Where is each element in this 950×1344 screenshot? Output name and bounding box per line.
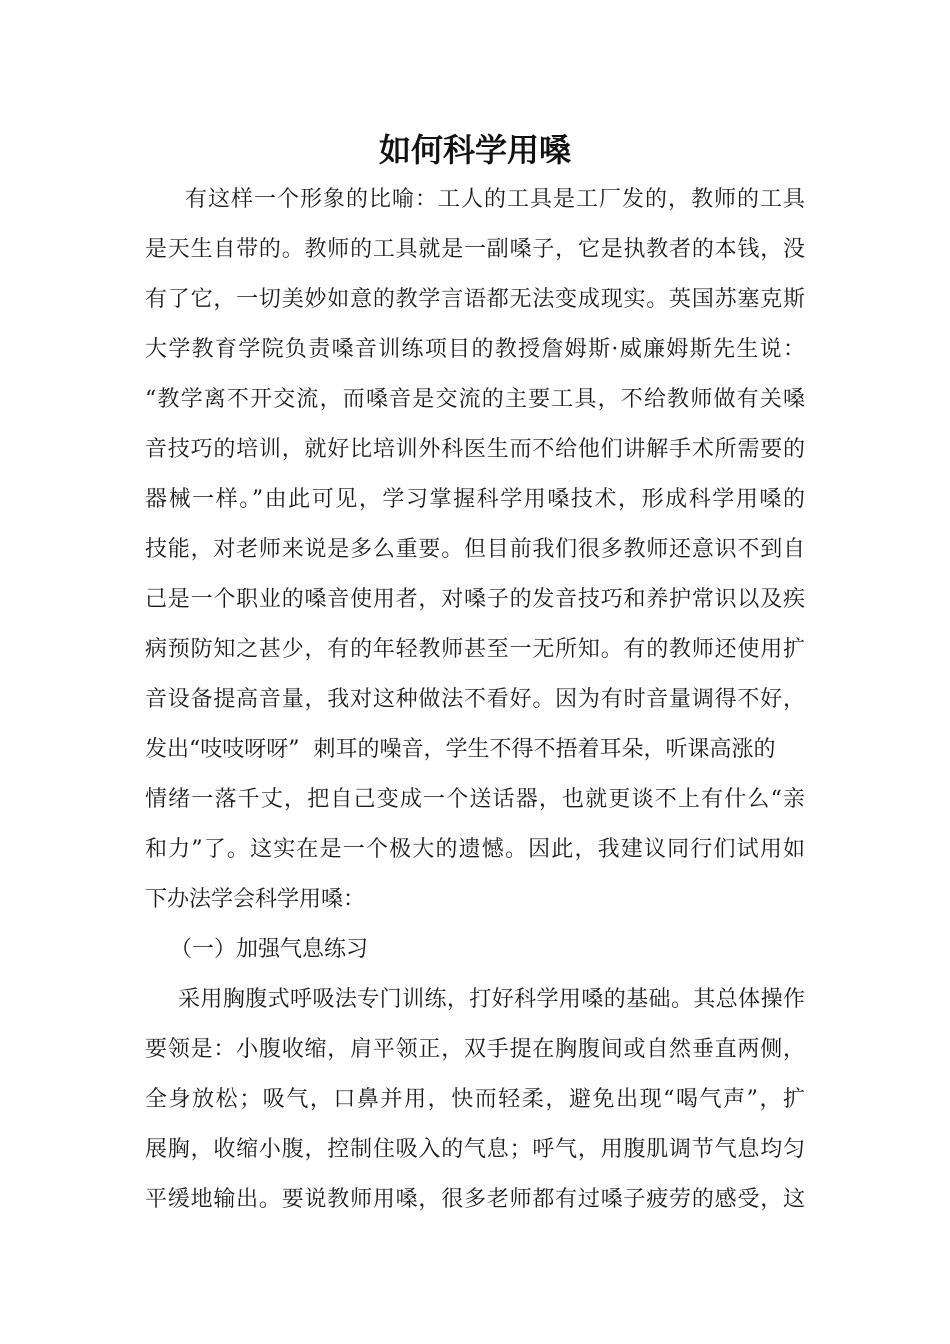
paragraph-line: 技能，对老师来说是多么重要。但目前我们很多教师还意识不到自	[145, 537, 805, 562]
paragraph-line: 要领是：小腹收缩，肩平领正，双手提在胸腹间或自然垂直两侧，	[145, 1037, 805, 1062]
paragraph-line: 器械一样。”由此可见，学习掌握科学用嗓技术，形成科学用嗓的	[145, 487, 805, 512]
paragraph-line: 音设备提高音量，我对这种做法不看好。因为有时音量调得不好，	[145, 687, 805, 712]
paragraph-line: 音技巧的培训，就好比培训外科医生而不给他们讲解手术所需要的	[145, 437, 805, 462]
section-heading: （一）加强气息练习	[170, 937, 369, 962]
paragraph-line: “教学离不开交流，而嗓音是交流的主要工具，不给教师做有关嗓	[145, 387, 805, 412]
paragraph-line: 情绪一落千丈，把自己变成一个送话器，也就更谈不上有什么“亲	[145, 787, 805, 812]
paragraph-line: 病预防知之甚少，有的年轻教师甚至一无所知。有的教师还使用扩	[145, 637, 805, 662]
paragraph-line: 大学教育学院负责嗓音训练项目的教授詹姆斯·威廉姆斯先生说：	[145, 337, 805, 362]
paragraph-line: 全身放松；吸气，口鼻并用，快而轻柔，避免出现“喝气声”，扩	[145, 1087, 805, 1112]
paragraph-line: 和力”了。这实在是一个极大的遗憾。因此，我建议同行们试用如	[145, 837, 805, 862]
paragraph-line: 发出“吱吱呀呀” 刺耳的噪音，学生不得不捂着耳朵，听课高涨的	[145, 737, 776, 762]
paragraph-line: 展胸，收缩小腹，控制住吸入的气息；呼气，用腹肌调节气息均匀	[145, 1137, 805, 1162]
paragraph-line: 己是一个职业的嗓音使用者，对嗓子的发音技巧和养护常识以及疾	[145, 587, 805, 612]
paragraph-line: 有了它，一切美妙如意的教学言语都无法变成现实。英国苏塞克斯	[145, 287, 805, 312]
paragraph-line: 平缓地输出。要说教师用嗓，很多老师都有过嗓子疲劳的感受，这	[145, 1187, 805, 1212]
paragraph-line: 是天生自带的。教师的工具就是一副嗓子，它是执教者的本钱，没	[145, 237, 805, 262]
paragraph-line: 采用胸腹式呼吸法专门训练，打好科学用嗓的基础。其总体操作	[178, 987, 805, 1012]
paragraph-line: 下办法学会科学用嗓：	[145, 887, 366, 912]
paragraph-line: 有这样一个形象的比喻：工人的工具是工厂发的，教师的工具	[185, 187, 805, 212]
page-title: 如何科学用嗓	[378, 131, 571, 169]
